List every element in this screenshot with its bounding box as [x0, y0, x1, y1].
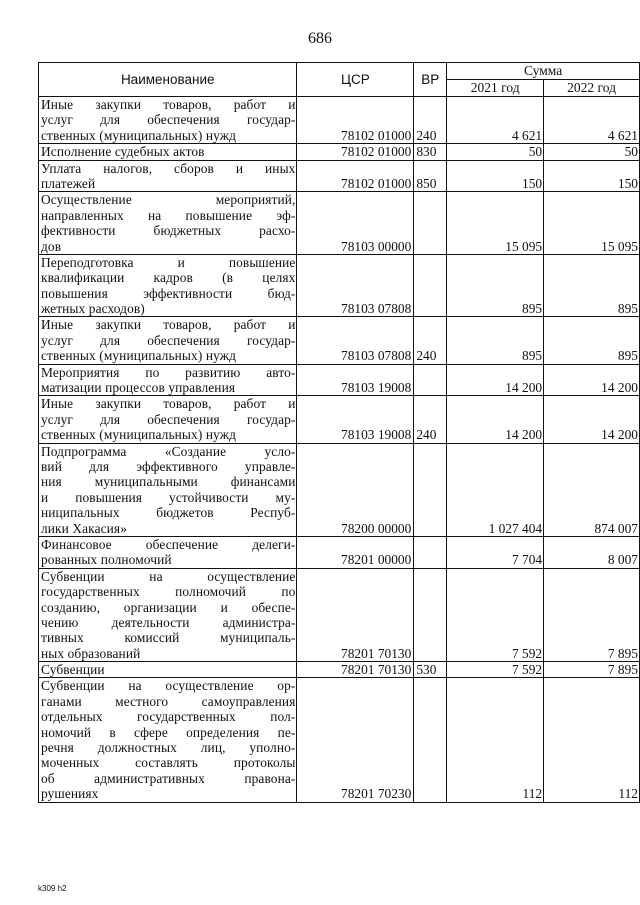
row-csr: 78201 00000: [297, 536, 414, 568]
row-amount-2021: 50: [447, 144, 544, 160]
row-name-line: квалификации кадров (в целях: [41, 270, 296, 286]
header-name: Наименование: [39, 63, 297, 97]
row-amount-2022: 14 200: [544, 396, 640, 443]
row-name-line: услуг для обеспечения государ-: [41, 411, 296, 427]
row-vr: [414, 364, 447, 396]
row-amount-2022: 4 621: [544, 97, 640, 144]
row-name-line: чению деятельности администра-: [41, 614, 296, 630]
row-name-line: Осуществление мероприятий,: [41, 192, 296, 208]
row-csr: 78102 01000: [297, 144, 414, 160]
row-name-line: дов: [41, 238, 62, 254]
row-name: [39, 97, 297, 144]
row-amount-2021: 895: [447, 254, 544, 317]
row-amount-2021: 112: [447, 678, 544, 802]
row-vr: [414, 678, 447, 802]
row-csr: 78201 70130: [297, 662, 414, 678]
row-amount-2021: 4 621: [447, 97, 544, 144]
row-name-line: ственных (муниципальных) нужд: [41, 348, 236, 364]
row-name-line: Мероприятия по развитию авто-: [41, 364, 296, 380]
row-amount-2022: 8 007: [544, 536, 640, 568]
footer-code: k309 h2: [38, 884, 67, 893]
row-name-line: Исполнение судебных актов: [41, 144, 205, 160]
row-csr: 78201 70130: [297, 568, 414, 661]
row-name: [39, 678, 297, 802]
row-name-line: Уплата налогов, сборов и иных: [41, 160, 296, 176]
row-amount-2021: 7 592: [447, 662, 544, 678]
row-amount-2022: 50: [544, 144, 640, 160]
row-name-line: ния муниципальными финансами: [41, 474, 296, 490]
row-name-line: Иные закупки товаров, работ и: [41, 396, 296, 412]
row-vr: 530: [414, 662, 447, 678]
row-name: [39, 443, 297, 536]
row-amount-2021: 15 095: [447, 192, 544, 255]
row-amount-2022: 112: [544, 678, 640, 802]
row-amount-2022: 895: [544, 317, 640, 364]
row-amount-2021: 7 704: [447, 536, 544, 568]
row-name-line: ганами местного самоуправления: [41, 693, 296, 709]
row-name-line: Иные закупки товаров, работ и: [41, 97, 296, 112]
row-amount-2021: 14 200: [447, 396, 544, 443]
row-amount-2021: 150: [447, 160, 544, 192]
row-vr: 240: [414, 97, 447, 144]
row-name: [39, 364, 297, 396]
row-vr: 240: [414, 396, 447, 443]
row-name: [39, 396, 297, 443]
row-amount-2021: 7 592: [447, 568, 544, 661]
row-name-line: услуг для обеспечения государ-: [41, 332, 296, 348]
row-name: [39, 160, 297, 192]
row-name-line: рушениях: [41, 786, 99, 802]
row-name-line: рованных полномочий: [41, 552, 172, 568]
row-name-line: и повышения устойчивости му-: [41, 489, 296, 505]
table-body: [39, 97, 640, 803]
table-row: [39, 192, 640, 255]
row-name-line: ственных (муниципальных) нужд: [41, 427, 236, 443]
row-amount-2021: 895: [447, 317, 544, 364]
row-vr: [414, 192, 447, 255]
row-vr: [414, 568, 447, 661]
row-amount-2021: 1 027 404: [447, 443, 544, 536]
row-amount-2022: 15 095: [544, 192, 640, 255]
table-row: [39, 678, 640, 802]
row-name-line: Субвенции на осуществление ор-: [41, 678, 296, 694]
row-csr: 78102 01000: [297, 160, 414, 192]
row-amount-2022: 7 895: [544, 568, 640, 661]
table-row: [39, 254, 640, 317]
row-name-line: номочий в сфере определения пе-: [41, 724, 296, 740]
row-name-line: об административных правона-: [41, 770, 296, 786]
row-name-line: Подпрограмма «Создание усло-: [41, 443, 296, 459]
row-name-line: матизации процессов управления: [41, 380, 236, 396]
row-name-line: жетных расходов): [41, 301, 145, 317]
row-name-line: отдельных государственных пол-: [41, 709, 296, 725]
row-name-line: вий для эффективного управле-: [41, 459, 296, 474]
table-row: [39, 364, 640, 396]
row-vr: 830: [414, 144, 447, 160]
header-year-2022: 2022 год: [544, 80, 640, 97]
row-name-line: платежей: [41, 175, 96, 191]
budget-table: [38, 62, 640, 803]
row-amount-2021: 14 200: [447, 364, 544, 396]
row-name-line: направленных на повышение эф-: [41, 207, 296, 223]
row-name-line: государственных полномочий по: [41, 584, 296, 600]
row-name-line: ных образований: [41, 645, 141, 661]
row-name: [39, 144, 297, 160]
row-csr: 78201 70230: [297, 678, 414, 802]
table-row: [39, 97, 640, 144]
header-vr: ВР: [414, 63, 447, 97]
row-csr: 78200 00000: [297, 443, 414, 536]
row-name-line: услуг для обеспечения государ-: [41, 112, 296, 128]
row-vr: 240: [414, 317, 447, 364]
row-amount-2022: 874 007: [544, 443, 640, 536]
row-name-line: повышения эффективности бюд-: [41, 285, 296, 301]
table-row: [39, 568, 640, 661]
header-sum: Сумма: [447, 63, 640, 80]
row-vr: 850: [414, 160, 447, 192]
row-name-line: Иные закупки товаров, работ и: [41, 317, 296, 333]
row-csr: 78103 00000: [297, 192, 414, 255]
row-vr: [414, 254, 447, 317]
table-row: [39, 443, 640, 536]
table-row: [39, 396, 640, 443]
row-csr: 78103 19008: [297, 364, 414, 396]
row-name-line: Субвенции на осуществление: [41, 568, 296, 584]
row-csr: 78102 01000: [297, 97, 414, 144]
row-name-line: речня должностных лиц, уполно-: [41, 740, 296, 756]
row-name: [39, 662, 297, 678]
row-csr: 78103 07808: [297, 317, 414, 364]
row-name-line: ниципальных бюджетов Респуб-: [41, 505, 296, 521]
table-row: [39, 317, 640, 364]
header-csr: ЦСР: [297, 63, 414, 97]
row-name-line: ственных (муниципальных) нужд: [41, 127, 236, 143]
row-name-line: моченных составлять протоколы: [41, 755, 296, 771]
row-amount-2022: 895: [544, 254, 640, 317]
row-name: [39, 317, 297, 364]
row-name-line: Переподготовка и повышение: [41, 254, 296, 270]
table-row: [39, 160, 640, 192]
row-amount-2022: 14 200: [544, 364, 640, 396]
row-name-line: лики Хакасия»: [41, 520, 127, 536]
table-row: [39, 144, 640, 160]
row-vr: [414, 536, 447, 568]
row-name: [39, 568, 297, 661]
row-name: [39, 192, 297, 255]
header-year-2021: 2021 год: [447, 80, 544, 97]
row-csr: 78103 07808: [297, 254, 414, 317]
row-csr: 78103 19008: [297, 396, 414, 443]
row-name-line: Субвенции: [41, 662, 105, 678]
table-row: [39, 662, 640, 678]
row-amount-2022: 150: [544, 160, 640, 192]
row-amount-2022: 7 895: [544, 662, 640, 678]
row-name: [39, 536, 297, 568]
row-name-line: созданию, организации и обеспе-: [41, 599, 296, 615]
row-vr: [414, 443, 447, 536]
row-name: [39, 254, 297, 317]
row-name-line: тивных комиссий муниципаль-: [41, 630, 296, 646]
row-name-line: фективности бюджетных расхо-: [41, 223, 296, 239]
row-name-line: Финансовое обеспечение делеги-: [41, 536, 296, 552]
table-row: [39, 536, 640, 568]
page-number: 686: [308, 30, 332, 47]
